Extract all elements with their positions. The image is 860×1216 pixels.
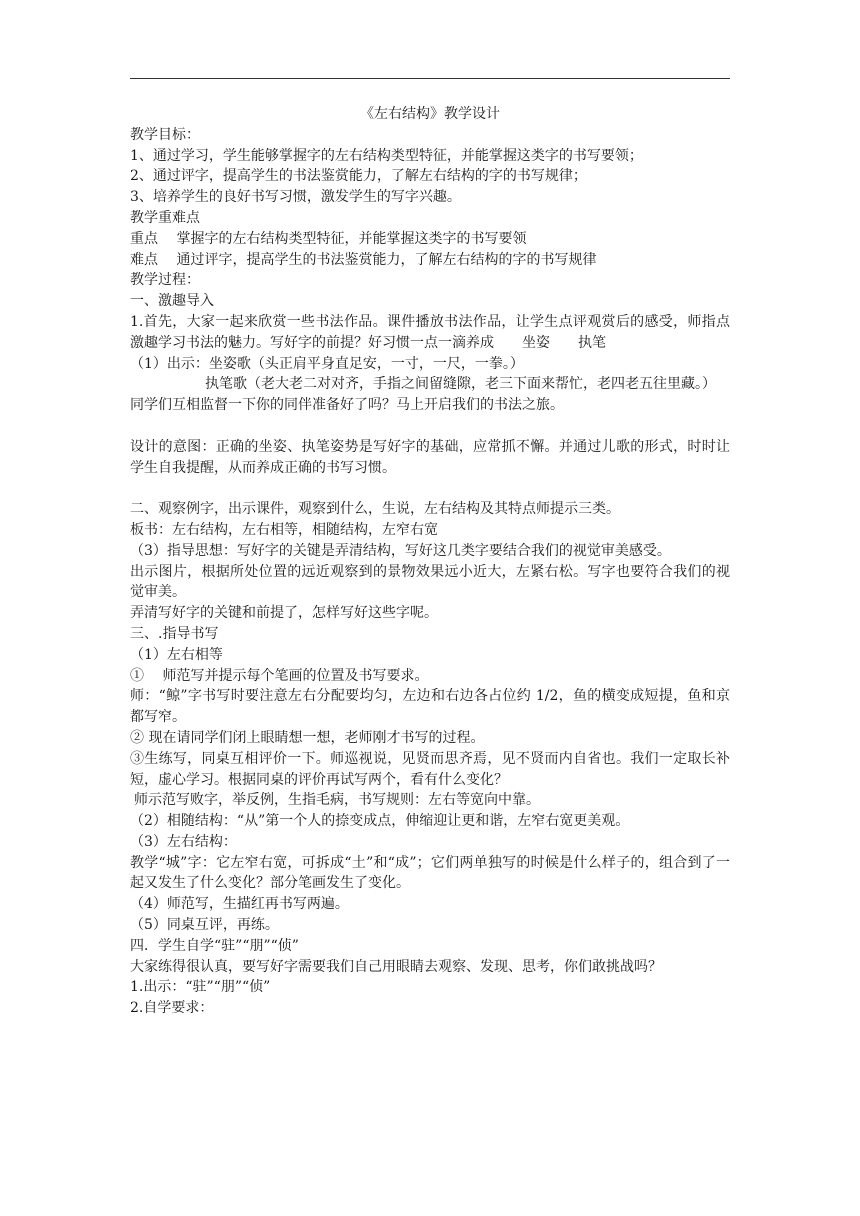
goal-item: 2、通过评字，提高学生的书法鉴赏能力，了解左右结构的字的书写规律； bbox=[130, 168, 587, 185]
paragraph: （3）指导思想：写好字的关键是弄清结构，写好这几类字要结合我们的视觉审美感受。 bbox=[130, 542, 671, 559]
section-heading-goals: 教学目标： bbox=[130, 126, 200, 143]
paragraph: （4）师范写，生描红再书写两遍。 bbox=[130, 896, 349, 913]
paragraph: （2）相随结构：“从”第一个人的捺变成点，伸缩迎让更和谐，左窄右宽更美观。 bbox=[130, 813, 630, 830]
paragraph: （3）左右结构： bbox=[130, 833, 237, 850]
paragraph: 教学“城”字：它左窄右宽，可拆成“土”和“成”；它们两单独写的时候是什么样子的，组合到了一起又发生了什么变化？部分笔画发生了变化。 bbox=[130, 854, 730, 892]
goal-item: 3、培养学生的良好书写习惯，激发学生的写字兴趣。 bbox=[130, 189, 461, 206]
paragraph: 2.自学要求： bbox=[130, 1000, 214, 1017]
paragraph: 出示图片，根据所处位置的远近观察到的景物效果远小近大，左紧右松。写字也要符合我们的视觉审美。 bbox=[130, 563, 730, 601]
blank-line bbox=[130, 416, 730, 437]
section-heading-process: 教学过程： bbox=[130, 272, 200, 289]
paragraph: 师：“鲸”字书写时要注意左右分配要均匀，左边和右边各占位约 1/2，鱼的横变成短提，鱼和京都写窄。 bbox=[130, 688, 730, 726]
paragraph: 1.首先，大家一起来欣赏一些书法作品。课件播放书法作品，让学生点评观赏后的感受，师指点激趣学习书法的魅力。写好字的前提？好习惯一点一滴养成 坐姿 执笔 bbox=[130, 313, 730, 351]
subsection-heading: 三、.指导书写 bbox=[130, 625, 219, 642]
subsection-heading: 二、观察例字，出示课件，观察到什么，生说，左右结构及其特点师提示三类。 bbox=[130, 501, 620, 518]
paragraph: ② 现在请同学们闭上眼睛想一想，老师刚才书写的过程。 bbox=[130, 729, 485, 746]
goal-item: 1、通过学习，学生能够掌握字的左右结构类型特征，并能掌握这类字的书写要领； bbox=[130, 147, 643, 164]
paragraph: 大家练得很认真，要写好字需要我们自己用眼睛去观察、发现、思考，你们敢挑战吗？ bbox=[130, 958, 662, 975]
paragraph: （1）出示：坐姿歌（头正肩平身直足安，一寸，一尺，一拳。） bbox=[130, 355, 524, 372]
paragraph: 1.出示：“驻”“朋”“侦” bbox=[130, 979, 271, 996]
paragraph: 同学们互相监督一下你的同伴准备好了吗？马上开启我们的书法之旅。 bbox=[130, 397, 564, 414]
keypoint-item: 重点 掌握字的左右结构类型特征，并能掌握这类字的书写要领 bbox=[130, 230, 527, 247]
header-rule bbox=[130, 78, 730, 79]
paragraph: 师示范写败字，举反例，生指毛病，书写规则：左右等宽向中靠。 bbox=[134, 792, 540, 809]
subsection-heading: 四．学生自学“驻”“朋”“侦” bbox=[130, 937, 299, 954]
paragraph: 弄清写好字的关键和前提了，怎样写好这些字呢。 bbox=[130, 605, 438, 622]
keypoint-item: 难点 通过评字，提高学生的书法鉴赏能力，了解左右结构的字的书写规律 bbox=[130, 251, 597, 268]
paragraph: （1）左右相等 bbox=[130, 646, 223, 663]
paragraph: 板书：左右结构，左右相等，相随结构，左窄右宽 bbox=[130, 521, 438, 538]
section-heading-keypoints: 教学重难点 bbox=[130, 209, 200, 226]
paragraph: ① 师范写并提示每个笔画的位置及书写要求。 bbox=[130, 667, 429, 684]
document-body bbox=[130, 104, 730, 1019]
blank-line bbox=[130, 478, 730, 499]
paragraph: ③生练写，同桌互相评价一下。师巡视说，见贤而思齐焉，见不贤而内自省也。我们一定取长补短，虚心学习。根据同桌的评价再试写两个，看有什么变化？ bbox=[130, 750, 730, 788]
paragraph: （5）同桌互评，再练。 bbox=[130, 917, 279, 934]
subsection-heading: 一、激趣导入 bbox=[130, 293, 214, 310]
paragraph: 执笔歌（老大老二对对齐，手指之间留缝隙，老三下面来帮忙，老四老五往里藏。） bbox=[205, 376, 716, 393]
document-title: 《左右结构》教学设计 bbox=[360, 106, 500, 122]
paragraph: 设计的意图：正确的坐姿、执笔姿势是写好字的基础，应常抓不懈。并通过儿歌的形式，时时让学生自我提醒，从而养成正确的书写习惯。 bbox=[130, 438, 730, 476]
